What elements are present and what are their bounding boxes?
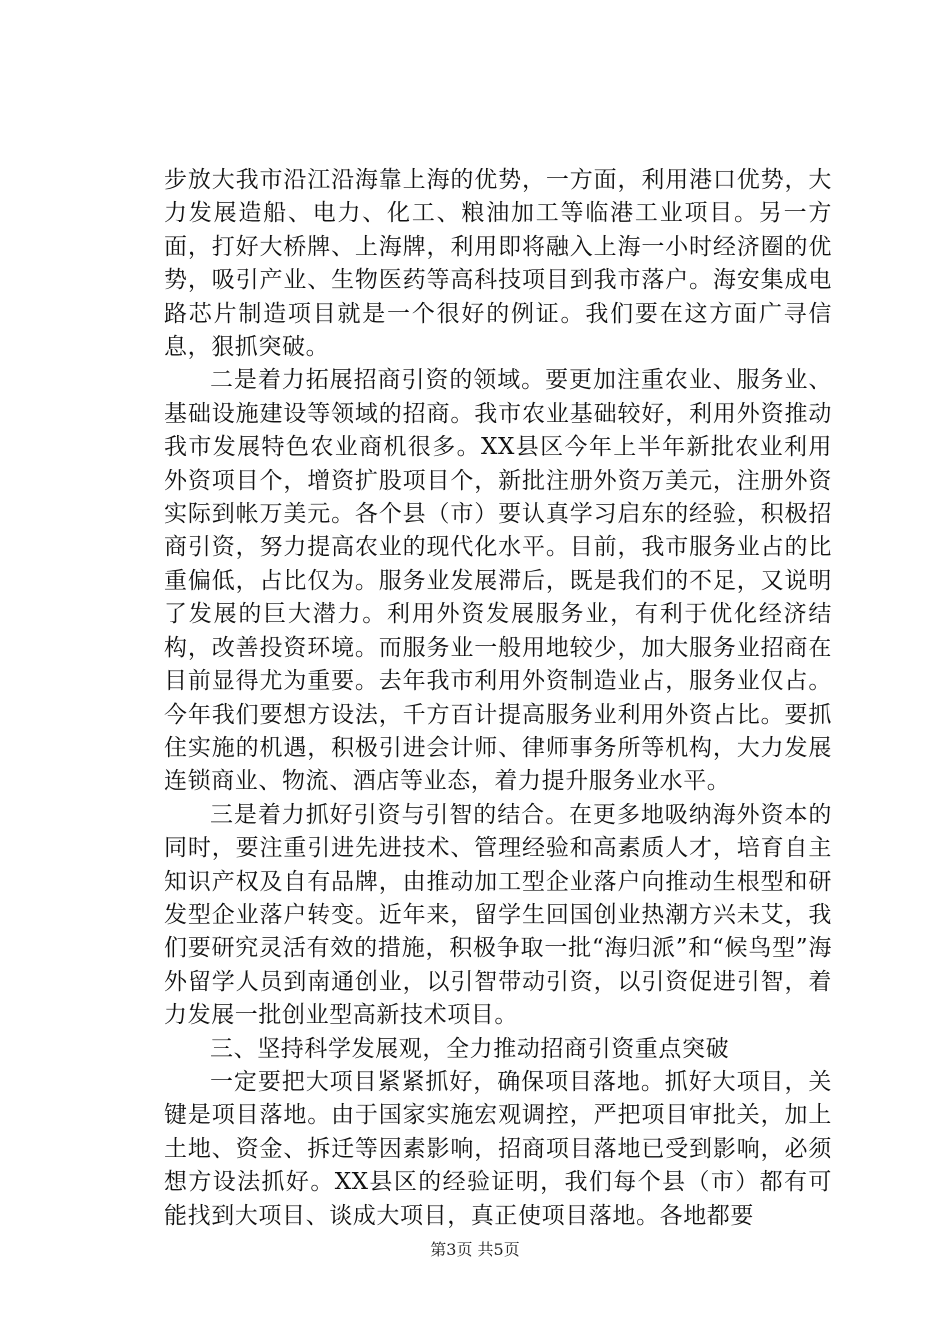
paragraph-major-projects: 一定要把大项目紧紧抓好，确保项目落地。抓好大项目，关键是项目落地。由于国家实施宏观调控，严把项目审批关，加上土地、资金、拆迁等因素影响，招商项目落地已受到影响，必须想方设法抓好。XX县区的经验证明，我们每个县（市）都有可能找到大项目、谈成大项目，真正使项目落地。各地都要 bbox=[164, 1068, 832, 1229]
document-body bbox=[164, 164, 832, 1233]
paragraph-continuation: 步放大我市沿江沿海靠上海的优势，一方面，利用港口优势，大力发展造船、电力、化工、粮油加工等临港工业项目。另一方面，打好大桥牌、上海牌，利用即将融入上海一小时经济圈的优势，吸引产业、生物医药等高科技项目到我市落户。海安集成电路芯片制造项目就是一个很好的例证。我们要在这方面广寻信息，狠抓突破。 bbox=[164, 167, 832, 361]
paragraph-capital-talent: 三是着力抓好引资与引智的结合。在更多地吸纳海外资本的同时，要注重引进先进技术、管理经验和高素质人才，培育自主知识产权及自有品牌，由推动加工型企业落户向推动生根型和研发型企业落户转变。近年来，留学生回国创业热潮方兴未艾，我们要研究灵活有效的措施，积极争取一批“海归派”和“候鸟型”海外留学人员到南通创业，以引智带动引资，以引资促进引智，着力发展一批创业型高新技术项目。 bbox=[164, 801, 832, 1029]
page-number-footer: 第3页 共5页 bbox=[430, 1240, 520, 1259]
paragraph-expand-fields: 二是着力拓展招商引资的领域。要更加注重农业、服务业、基础设施建设等领域的招商。我市农业基础较好，利用外资推动我市发展特色农业商机很多。XX县区今年上半年新批农业利用外资项目个，增资扩股项目个，新批注册外资万美元，注册外资实际到帐万美元。各个县（市）要认真学习启东的经验，积极招商引资，努力提高农业的现代化水平。目前，我市服务业占的比重偏低，占比仅为。服务业发展滞后，既是我们的不足，又说明了发展的巨大潜力。利用外资发展服务业，有利于优化经济结构，改善投资环境。而服务业一般用地较少，加大服务业招商在目前显得尤为重要。去年我市利用外资制造业占，服务业仅占。今年我们要想方设法，千方百计提高服务业利用外资占比。要抓住实施的机遇，积极引进会计师、律师事务所等机构，大力发展连锁商业、物流、酒店等业态，着力提升服务业水平。 bbox=[164, 367, 832, 795]
section-heading: 三、坚持科学发展观，全力推动招商引资重点突破 bbox=[210, 1035, 730, 1062]
